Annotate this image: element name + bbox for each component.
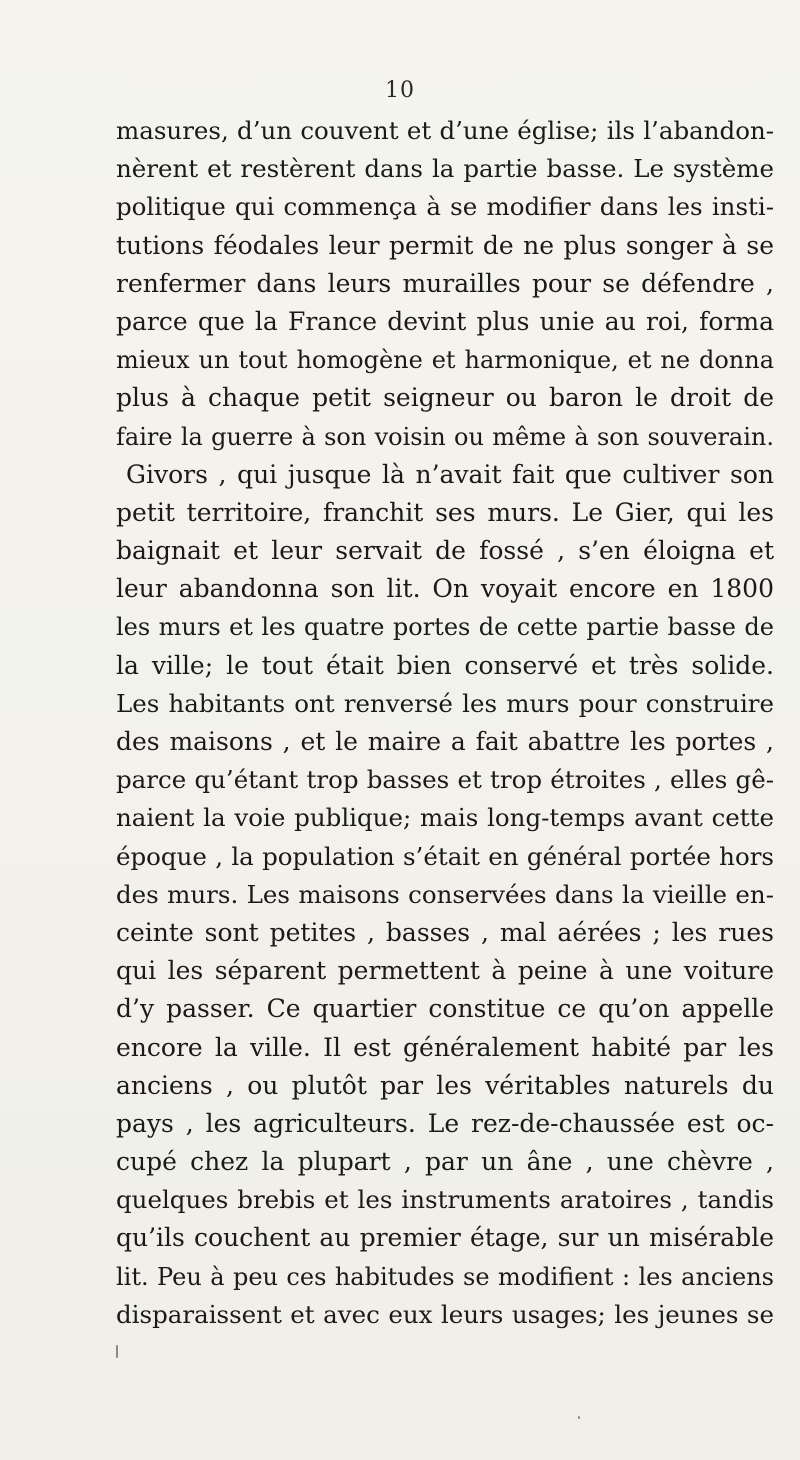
text-line: ceinte sont petites , basses , mal aérées ; les rues [116,917,774,947]
paper-speck [116,1345,118,1358]
text-line: nèrent et restèrent dans la partie basse. Le système [116,154,774,184]
text-line: baignait et leur servait de fossé , s’en éloigna et [116,536,774,566]
text-line: encore la ville. Il est généralement habité par les [116,1032,774,1062]
page-number: 10 [385,78,415,103]
text-line: cupé chez la plupart , par un âne , une chèvre , [116,1147,774,1177]
text-line: lit. Peu à peu ces habitudes se modifient : les anciens [116,1262,774,1291]
text-line: Les habitants ont renversé les murs pour construire [116,688,774,718]
text-line: des maisons , et le maire a fait abattre les portes , [116,727,774,756]
text-line: plus à chaque petit seigneur ou baron le droit de [116,383,774,413]
text-line: qu’ils couchent au premier étage, sur un misérable [116,1223,774,1253]
text-line: faire la guerre à son voisin ou même à son souverain. [116,422,774,451]
text-line: d’y passer. Ce quartier constitue ce qu’on appelle [116,994,774,1024]
text-line: les murs et les quatre portes de cette partie basse de [116,613,774,642]
paper-speck [578,1416,580,1419]
text-line: qui les séparent permettent à peine à une voiture [116,956,774,986]
body-text [116,112,774,1334]
text-line: la ville; le tout était bien conservé et très solide. [116,650,774,680]
text-line: mieux un tout homogène et harmonique, et ne donna [116,346,774,375]
text-line: des murs. Les maisons conservées dans la vieille en- [116,879,774,909]
text-line: parce que la France devint plus unie au roi, forma [116,306,774,336]
text-line: leur abandonna son lit. On voyait encore en 1800 [116,574,774,604]
text-line: petit territoire, franchit ses murs. Le Gier, qui les [116,497,774,527]
text-line: tutions féodales leur permit de ne plus songer à se [116,230,774,260]
paragraph-start-line: Givors , qui jusque là n’avait fait que cultiver son [126,459,774,489]
text-line: naient la voie publique; mais long-temps avant cette [116,803,774,833]
text-line: politique qui commença à se modifier dans les insti- [116,192,774,222]
text-line: pays , les agriculteurs. Le rez-de-chaussée est oc- [116,1108,774,1138]
text-line: masures, d’un couvent et d’une église; ils l’abandon- [116,116,774,145]
text-line: quelques brebis et les instruments aratoires , tandis [116,1185,774,1215]
text-line: parce qu’étant trop basses et trop étroites , elles gê- [116,765,774,795]
text-line: anciens , ou plutôt par les véritables naturels du [116,1070,774,1100]
text-line: époque , la population s’était en général portée hors [116,841,774,871]
text-line: renfermer dans leurs murailles pour se défendre , [116,268,774,298]
text-line: disparaissent et avec eux leurs usages; les jeunes se [116,1299,774,1329]
